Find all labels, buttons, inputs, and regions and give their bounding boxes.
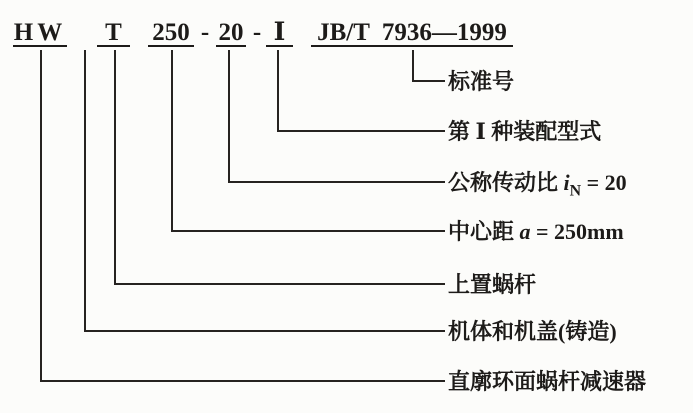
label-housing: 机体和机盖(铸造)	[448, 319, 617, 344]
label-center-distance	[448, 218, 624, 246]
code-center-distance: 250	[148, 20, 194, 47]
code-series: HW	[13, 19, 67, 46]
code-ratio: 20	[216, 20, 246, 47]
code-standard-number: JB/T 7936—1999	[311, 20, 513, 47]
label-ratio-prefix: 公称传动比	[448, 170, 564, 195]
label-transmission-ratio	[448, 169, 627, 200]
label-ratio-value: = 20	[581, 170, 627, 195]
label-reducer-type: 直廓环面蜗杆减速器	[448, 369, 647, 394]
label-worm-position: 上置蜗杆	[448, 272, 537, 297]
label-assembly-type: 第 Ⅰ 种装配型式	[448, 119, 602, 144]
ratio-variable: i	[563, 170, 570, 195]
label-standard-number: 标准号	[448, 69, 515, 94]
label-center-value: = 250mm	[530, 219, 624, 244]
center-distance-variable: a	[519, 219, 531, 244]
ratio-subscript: N	[569, 182, 582, 200]
code-separator: -	[200, 19, 210, 46]
code-worm-position: T	[97, 20, 130, 47]
connector-reducer-type	[40, 50, 445, 382]
label-center-prefix: 中心距	[448, 219, 520, 244]
code-separator: -	[252, 19, 262, 46]
code-assembly-type: Ⅰ	[266, 20, 293, 47]
